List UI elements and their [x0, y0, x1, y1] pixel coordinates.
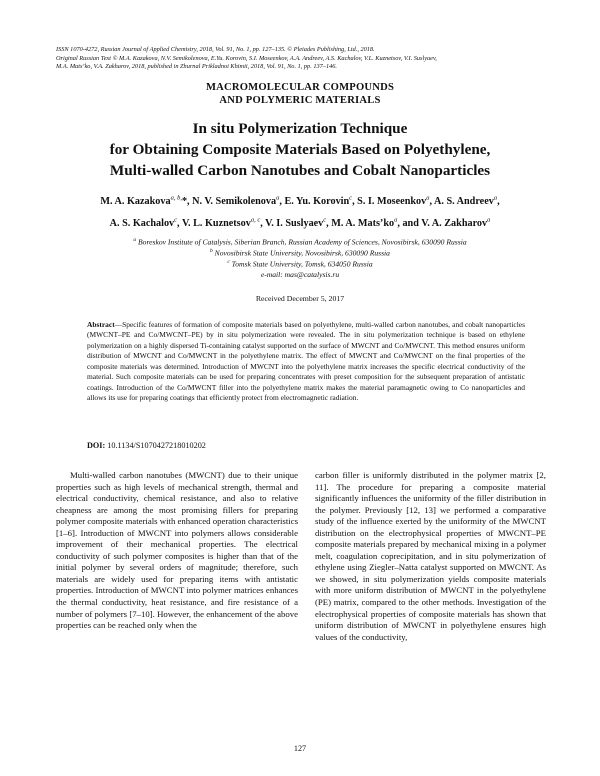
affiliation: $^b$ Novosibirsk State University, Novosibirsk, 630090 Russia — [210, 248, 390, 258]
section-heading — [0, 82, 600, 107]
section-line: AND POLYMERIC MATERIALS — [219, 94, 381, 106]
affiliation: $^a$ Boreskov Institute of Catalysis, Siberian Branch, Russian Academy of Sciences, Novosibirsk, 630090 Russia — [133, 237, 467, 247]
affiliations — [50, 236, 550, 279]
header-line: M.A. Mats’ko, V.A. Zakharov, 2018, published in Zhurnal Prikladnoi Khimii, 2018, Vol. 91, No. 1, pp. 137–146. — [56, 63, 337, 71]
paper-title — [0, 118, 600, 181]
author: S. I. Moseenkov$^a$, — [357, 195, 434, 208]
abstract-text: Specific features of formation of composite materials based on polyethylene, multi-walled carbon nanotubes, and cobalt nanoparticles (MWCNT–PE and Co/MWCNT–PE) by in situ polymerization were revealed. The in situ polymerization technique is based on ethylene polymerization on a highly dispersed Ti-containing catalyst supported on the surface of MWCNT and Co/MWCNT. This method ensures uniform distribution of MWCNT and Co/MWCNT in the polyethylene matrix. The effect of MWCNT and Co/MWCNT on the final properties of the composite materials was determined. Introduction of MWCNT into the polyethylene matrix increases the specific electrical conductivity of the material. Such composite materials can be used for preparing concentrates with preset composition for the subsequent preparation of antistatic coatings. Introduction of the Co/MWCNT filler into the polyethylene matrix makes the material paramagnetic owing to Co nanoparticles and allows its use for preparing coatings that efficiently protect from electromagnetic radiation. — [87, 320, 525, 403]
abstract: Abstract—Specific features of formation of composite materials based on polyethylene, multi-walled carbon nanotubes, and cobalt nanoparticles (MWCNT–PE and Co/MWCNT–PE) by in situ polymerization were revealed. The in situ polymerization technique is based on ethylene polymerization on a highly dispersed Ti-containing catalyst supported on the surface of MWCNT and Co/MWCNT. This method ensures uniform distribution of MWCNT and Co/MWCNT in the polyethylene matrix. The effect of MWCNT and Co/MWCNT on the final properties of the composite materials was determined. Introduction of MWCNT into the polyethylene matrix increases the specific electrical conductivity of the material. Such composite materials can be used for preparing concentrates with preset composition for the subsequent preparation of antistatic coatings. Introduction of the Co/MWCNT filler into the polyethylene matrix makes the material paramagnetic owing to Co nanoparticles and allows its use for preparing coatings that efficiently protect from electromagnetic radiation. — [87, 320, 525, 403]
author: M. A. Kazakova$^{a, b,}$*, — [100, 195, 193, 208]
title-line: for Obtaining Composite Materials Based on Polyethylene, — [109, 141, 491, 158]
title-line: Multi-walled Carbon Nanotubes and Cobalt Nanoparticles — [109, 162, 491, 179]
page-number: 127 — [293, 744, 307, 753]
received-date: Received December 5, 2017 — [255, 294, 345, 303]
author: N. V. Semikolenova$^a$, — [192, 195, 285, 208]
author: E. Yu. Korovin$^c$, — [284, 195, 358, 208]
body-column-left: Multi-walled carbon nanotubes (MWCNT) due to their unique properties such as high levels of mechanical strength, thermal and electrical conductivity, chemical resistance, and also to relative cheapness are among the most promising fillers for preparing polymer composite materials with enhanced operation characteristics [1–6]. Introduction of MWCNT into polymers allows considerable improvement of their mechanical properties. The electrical conductivity of such polymer composites is higher than that of the initial polymer by several orders of magnitude; therefore, such materials are widely used for preparing items with antistatic properties. Introduction of MWCNT into polymer matrices enhances the thermal conductivity, heat resistance, and fire resistance of a number of polymers [7–10]. However, the enhancement of the above properties can be reached only when the — [56, 470, 298, 631]
title-line: In situ Polymerization Technique — [192, 120, 408, 137]
journal-header — [56, 46, 546, 72]
doi — [87, 441, 206, 450]
doi-value: 10.1134/S1070427218010202 — [105, 441, 206, 450]
author: V. L. Kuznetsov$^{a, c}$, — [181, 216, 266, 229]
author: M. A. $Mats’ko^a$, and — [331, 216, 422, 229]
section-line: MACROMOLECULAR COMPOUNDS — [205, 82, 395, 93]
affiliation: $^c$ Tomsk State University, Tomsk, 634050 Russia — [227, 259, 373, 269]
abstract-label: Abstract — [87, 320, 115, 329]
header-line: ISSN 1070-4272, Russian Journal of Applied Chemistry, 2018, Vol. 91, No. 1, pp. 127–135. © Pleiades Publishing, Ltd., 2018. — [56, 46, 375, 53]
author: A. S. Andreev$^a$, — [434, 195, 500, 208]
author: V. A. Zakharov$^a$ — [421, 216, 491, 229]
email: e-mail: mas@catalysis.ru — [260, 269, 340, 279]
header-line: Original Russian Text © M.A. Kazakova, N.V. Semikolenova, E.Yu. Korovin, S.I. Moseenkov, A.A. Andreev, A.S. Kachalov, V.L. Kuznetsov, V.I. Suslyaev, — [56, 54, 437, 62]
author: V. I. Suslyaev$^c$, — [265, 216, 332, 229]
author-list — [50, 190, 550, 233]
author: A. S. Kachalov$^c$, — [109, 216, 182, 229]
doi-label: DOI: — [87, 441, 106, 450]
body-column-right: carbon filler is uniformly distributed in the polymer matrix [2, 11]. The procedure for preparing a composite material significantly influences the uniformity of the filler distribution in the polymer. Previously [12, 13] we performed a comparative study of the influence exerted by the uniformity of the MWCNT distribution on the electrophysical properties of MWCNT–PE composite materials prepared by mechanical mixing in a polymer melt, coagulation coprecipitation, and in situ polymerization of ethylene using Ziegler–Natta catalyst supported on MWCNT. As we showed, in situ polymerization yields composite materials with more uniform distribution of MWCNT in the polyethylene (PE) matrix, compared to the other methods. Investigation of the electrophysical properties of composite materials has shown that uniform distribution of MWCNT in polyethylene ensures high values of the conductivity, — [315, 470, 546, 642]
